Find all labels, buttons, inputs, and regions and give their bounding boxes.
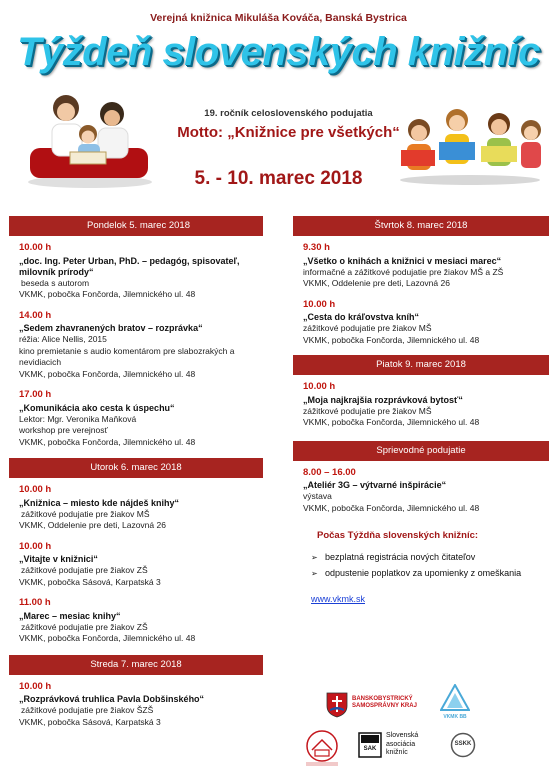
event-detail: workshop pre verejnosť: [19, 425, 108, 435]
day-section-monday: [9, 216, 263, 448]
event-detail: zážitkové podujatie pre žiakov MŠ: [303, 405, 432, 416]
edition-subtitle: 19. ročník celoslovenského podujatia: [204, 108, 373, 119]
event-location: VKMK, pobočka Fončorda, Jilemnického ul. 48: [303, 417, 480, 427]
event-location: VKMK, pobočka Sásová, Karpatská 3: [19, 576, 161, 587]
event-detail: kino premietanie s audio komentárom pre slabozrakých a nevidiacich: [19, 345, 235, 367]
event-time: 10.00 h: [19, 540, 52, 552]
vkmk-logo-text: VKMK BB: [443, 714, 467, 720]
event-item: [293, 467, 549, 515]
event-detail: informačné a zážitkové podujatie pre žiakov MŠ a ZŠ: [303, 266, 504, 277]
event-location: VKMK, Oddelenie pre deti, Lazovná 26: [19, 520, 166, 530]
event-detail: beseda s autorom: [21, 277, 90, 288]
notice-section: [293, 530, 549, 604]
notice-title: Počas Týždňa slovenských knižníc:: [317, 530, 479, 541]
event-time: 10.00 h: [19, 242, 52, 253]
event-detail: zážitkové podujatie pre žiakov MŠ: [21, 508, 150, 519]
event-location: VKMK, pobočka Fončorda, Jilemnického ul. 48: [19, 633, 196, 643]
event-item: [293, 242, 549, 290]
list-item: [311, 551, 549, 564]
day-section-accompanying: [293, 441, 549, 515]
notice-list: [311, 551, 549, 580]
day-section-thursday: [293, 216, 549, 346]
event-item: [9, 484, 263, 532]
event-item: [9, 681, 263, 729]
event-location: VKMK, pobočka Fončorda, Jilemnického ul. 48: [19, 289, 196, 299]
list-item: [311, 567, 549, 580]
event-item: [9, 389, 263, 448]
day-section-tuesday: [9, 458, 263, 645]
event-title: „Cesta do kráľovstva kníh“: [303, 312, 420, 322]
sak-abbr: SAK: [363, 746, 377, 752]
website-link[interactable]: www.vkmk.sk: [311, 594, 365, 604]
day-header: Pondelok 5. marec 2018: [9, 216, 263, 236]
event-title: „Sedem zhavranených bratov – rozprávka“: [19, 323, 203, 333]
event-time: 14.00 h: [19, 309, 52, 321]
vkmk-logo-icon: [440, 684, 470, 712]
event-detail: zážitkové podujatie pre žiakov MŠ: [303, 323, 432, 333]
motto: Motto: „Knižnice pre všetkých“: [177, 124, 400, 141]
event-location: VKMK, pobočka Fončorda, Jilemnického ul. 48: [303, 334, 480, 345]
page-title: Týždeň slovenských knižníc: [17, 30, 540, 74]
sak-logo-icon: [358, 732, 382, 758]
event-title: „Moja najkrajšia rozprávková bytosť“: [303, 394, 463, 405]
partner-logos: [300, 684, 550, 772]
event-detail: zážitkové podujatie pre žiakov ZŠ: [21, 565, 148, 575]
event-time: 9.30 h: [303, 242, 330, 253]
event-location: VKMK, pobočka Fončorda, Jilemnického ul. 48: [19, 368, 196, 379]
arrow-bullet-icon: ➢: [311, 569, 318, 578]
day-header: Štvrtok 8. marec 2018: [293, 216, 549, 236]
day-header: Sprievodné podujatie: [293, 441, 549, 461]
event-title: „doc. Ing. Peter Urban, PhD. – pedagóg, spisovateľ, milovník prírody“: [19, 255, 240, 277]
event-location: VKMK, pobočka Sásová, Karpatská 3: [19, 716, 161, 727]
event-location: VKMK, pobočka Fončorda, Jilemnického ul. 48: [19, 436, 196, 447]
event-detail: zážitkové podujatie pre žiakov ZŠ: [21, 621, 148, 632]
list-item-text: odpustenie poplatkov za upomienky z omeškania: [325, 568, 522, 578]
day-header: Utorok 6. marec 2018: [9, 458, 263, 478]
event-title: „Vitajte v knižnici“: [19, 554, 98, 564]
event-time: 11.00 h: [19, 597, 51, 608]
bbsk-logo-text: BANSKOBYSTRICKÝ SAMOSPRÁVNY KRAJ: [352, 696, 417, 709]
sskk-logo-text: SSKK: [454, 741, 472, 747]
event-time: 17.00 h: [19, 389, 52, 400]
day-section-wednesday: [9, 655, 263, 729]
event-item: [293, 299, 549, 347]
day-section-friday: [293, 355, 549, 429]
event-dates: 5. - 10. marec 2018: [194, 168, 363, 189]
day-header: Piatok 9. marec 2018: [293, 355, 549, 375]
event-detail: Lektor: Mgr. Veronika Maňková: [19, 413, 137, 424]
library-emblem-icon: [300, 728, 344, 768]
arrow-bullet-icon: ➢: [311, 553, 318, 562]
event-time: 10.00 h: [19, 484, 52, 495]
list-item-text: bezplatná registrácia nových čitateľov: [325, 552, 476, 562]
event-time: 10.00 h: [303, 381, 336, 392]
event-title: „Ateliér 3G – výtvarné inšpirácie“: [303, 480, 447, 490]
event-title: „Komunikácia ako cesta k úspechu“: [19, 402, 175, 413]
event-item: [9, 597, 263, 645]
bbsk-crest-icon: [326, 692, 348, 718]
event-detail: výstava: [303, 491, 332, 501]
organization-name: Verejná knižnica Mikuláša Kováča, Banská Bystrica: [150, 12, 407, 24]
event-title: „Rozprávková truhlica Pavla Dobšinského“: [19, 694, 205, 704]
event-title: „Všetko o knihách a knižnici v mesiaci marec“: [303, 255, 502, 266]
event-item: [293, 381, 549, 429]
event-item: [9, 541, 263, 589]
left-column: [9, 216, 263, 737]
event-time: 10.00 h: [303, 298, 336, 310]
event-item: [9, 310, 263, 381]
event-time: 8.00 – 16.00: [303, 466, 356, 478]
event-location: VKMK, pobočka Fončorda, Jilemnického ul. 48: [303, 502, 480, 513]
sak-logo-text: Slovenská asociácia knižníc: [386, 732, 419, 756]
event-item: [9, 242, 263, 301]
event-detail: réžia: Alice Nellis, 2015: [19, 334, 107, 344]
event-title: „Knižnica – miesto kde nájdeš knihy“: [19, 497, 180, 508]
right-column: [293, 216, 549, 604]
event-time: 10.00 h: [19, 680, 52, 692]
event-location: VKMK, Oddelenie pre deti, Lazovná 26: [303, 278, 450, 288]
day-header: Streda 7. marec 2018: [9, 655, 263, 675]
event-title: „Marec – mesiac knihy“: [19, 610, 121, 621]
event-detail: zážitkové podujatie pre žiakov ŠZŠ: [21, 705, 154, 715]
